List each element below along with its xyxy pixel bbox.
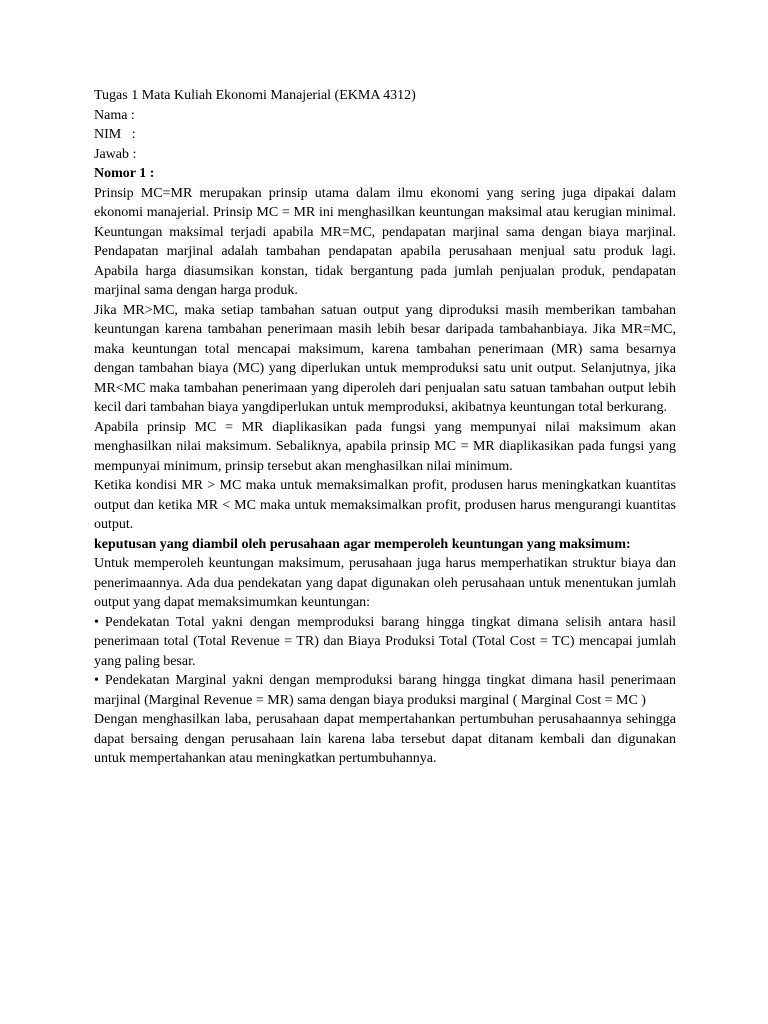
- paragraph-jika-mr-mc: Jika MR>MC, maka setiap tambahan satuan output yang diproduksi masih memberikan tambahan keuntungan karena tambahan penerimaan masih lebih besar daripada tambahanbiaya. Jika MR=MC, maka keuntungan total mencapai maksimum, karena tambahan penerimaan (MR) sama besarnya dengan tambahan biaya (MC) yang diperlukan untuk memproduksi satu unit output. Selanjutnya, jika MR<MC maka tambahan penerimaan yang diperoleh dari penjualan satu satuan tambahan output lebih kecil dari tambahan biaya yangdiperlukan untuk memproduksi, akibatnya keuntungan total berkurang.: [94, 302, 676, 415]
- bullet-item-pendekatan-marginal: [94, 671, 676, 710]
- bullet-icon: •: [94, 614, 99, 630]
- paragraph-ketika-kondisi: Ketika kondisi MR > MC maka untuk memaksimalkan profit, produsen harus meningkatkan kuantitas output dan ketika MR < MC maka untuk memaksimalkan profit, produsen harus mengurangi kuantitas output.: [94, 478, 676, 532]
- field-jawab: Jawab :: [94, 146, 137, 162]
- paragraph-prinsip-mc-mr: Prinsip MC=MR merupakan prinsip utama dalam ilmu ekonomi yang sering juga dipakai dalam ekonomi manajerial. Prinsip MC = MR ini menghasilkan keuntungan maksimal atau kerugian minimal. Keuntungan maksimal terjadi apabila MR=MC, pendapatan marjinal sama dengan biaya marjinal. Pendapatan marjinal adalah tambahan pendapatan apabila perusahaan menjual satu produk lagi. Apabila harga diasumsikan konstan, tidak bergantung pada jumlah penjualan produk, pendapatan marjinal sama dengan harga produk.: [94, 185, 676, 298]
- bullet-text: Pendekatan Total yakni dengan memproduksi barang hingga tingkat dimana selisih antara hasil penerimaan total (Total Revenue = TR) dan Biaya Produksi Total (Total Cost = TC) mencapai jumlah yang paling besar.: [94, 614, 676, 669]
- bullet-icon: •: [94, 673, 99, 688]
- field-nim: NIM :: [94, 127, 136, 142]
- field-nama: Nama :: [94, 107, 135, 123]
- section-heading-nomor-1: Nomor 1 :: [94, 166, 155, 181]
- bullet-item-pendekatan-total: [94, 613, 676, 672]
- subheading-keputusan: keputusan yang diambil oleh perusahaan agar memperoleh keuntungan yang maksimum:: [94, 536, 631, 552]
- paragraph-apabila-prinsip: Apabila prinsip MC = MR diaplikasikan pada fungsi yang mempunyai nilai maksimum akan menghasilkan nilai maksimum. Sebaliknya, apabila prinsip MC = MR diaplikasikan pada fungsi yang mempunyai minimum, prinsip tersebut akan menghasilkan nilai minimum.: [94, 419, 676, 474]
- paragraph-untuk-memperoleh: Untuk memperoleh keuntungan maksimum, perusahaan juga harus memperhatikan struktur biaya dan penerimaannya. Ada dua pendekatan yang dapat digunakan oleh perusahaan untuk menentukan jumlah output yang dapat memaksimumkan keuntungan:: [94, 556, 676, 610]
- bullet-text: Pendekatan Marginal yakni dengan memproduksi barang hingga tingkat dimana hasil penerimaan marjinal (Marginal Revenue = MR) sama dengan biaya produksi marginal ( Marginal Cost = MC ): [94, 673, 676, 708]
- paragraph-dengan-menghasilkan: Dengan menghasilkan laba, perusahaan dapat mempertahankan pertumbuhan perusahaannya sehingga dapat bersaing dengan perusahaan lain karena laba tersebut dapat ditanam kembali dan digunakan untuk mempertahankan atau meningkatkan pertumbuhannya.: [94, 712, 676, 766]
- document-title: Tugas 1 Mata Kuliah Ekonomi Manajerial (EKMA 4312): [94, 88, 416, 103]
